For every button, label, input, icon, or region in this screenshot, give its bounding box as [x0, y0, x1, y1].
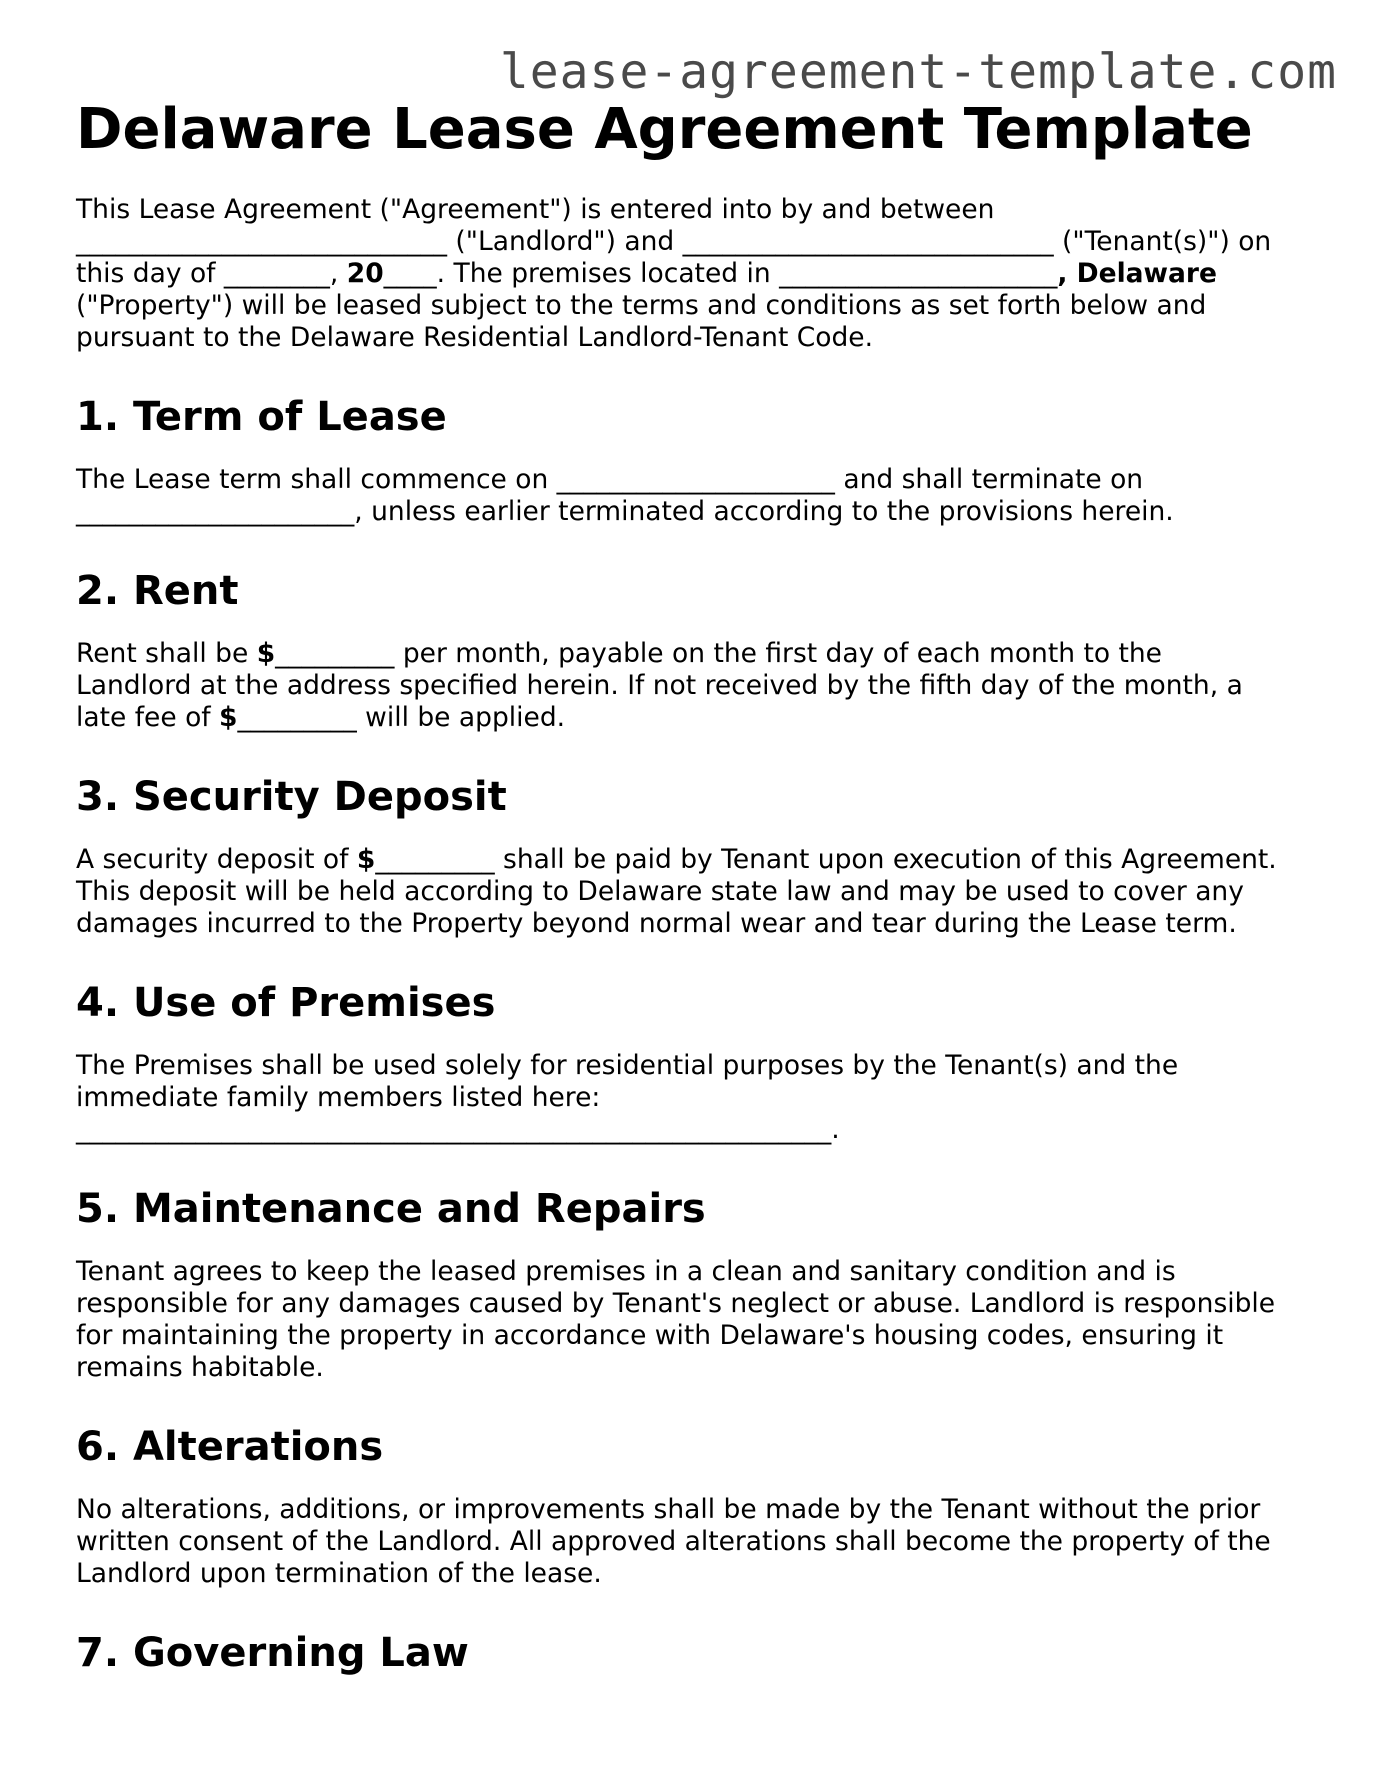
intro-line: pursuant to the Delaware Residential Landlord-Tenant Code.	[76, 322, 874, 353]
section-heading-alterations: 6. Alterations	[76, 1424, 384, 1470]
document-title: Delaware Lease Agreement Template	[76, 97, 1253, 162]
section-body-term	[76, 464, 1306, 528]
section-body-alterations	[76, 1494, 1306, 1590]
body-line: written consent of the Landlord. All approved alterations shall become the property of the	[76, 1526, 1271, 1557]
body-line	[76, 638, 1306, 670]
section-heading-law: 7. Governing Law	[76, 1630, 469, 1676]
body-line: _____________________, unless earlier terminated according to the provisions herein.	[76, 496, 1174, 527]
body-line: This deposit will be held according to Delaware state law and may be used to cover any	[76, 876, 1244, 907]
intro-text: this day of ________,	[76, 258, 347, 289]
intro-line: This Lease Agreement ("Agreement") is entered into by and between	[76, 194, 995, 225]
body-line	[76, 702, 1306, 734]
body-text: _________ per month, payable on the first day of each month to the	[275, 638, 1162, 669]
section-body-use	[76, 1050, 1306, 1146]
section-heading-use: 4. Use of Premises	[76, 980, 496, 1026]
dollar-sign: $	[219, 702, 238, 733]
section-heading-deposit: 3. Security Deposit	[76, 774, 507, 820]
dollar-sign: $	[356, 844, 376, 875]
year-prefix: 20	[346, 258, 384, 289]
body-text: Rent shall be	[76, 638, 257, 669]
body-line	[76, 844, 1306, 876]
state-name: , Delaware	[1057, 258, 1217, 289]
body-line: The Premises shall be used solely for residential purposes by the Tenant(s) and the	[76, 1050, 1179, 1081]
body-text: _________ will be applied.	[237, 702, 566, 733]
intro-line: ("Property") will be leased subject to the terms and conditions as set forth below and	[76, 290, 1207, 321]
site-watermark: lease-agreement-template.com	[499, 44, 1337, 100]
intro-line	[76, 258, 1306, 290]
body-line: Landlord upon termination of the lease.	[76, 1558, 602, 1589]
body-line: remains habitable.	[76, 1352, 324, 1383]
body-line: Tenant agrees to keep the leased premises in a clean and sanitary condition and is	[76, 1256, 1176, 1287]
section-heading-rent: 2. Rent	[76, 568, 239, 614]
body-line: immediate family members listed here:	[76, 1082, 601, 1113]
document-page	[76, 94, 1306, 1700]
section-heading-maintenance: 5. Maintenance and Repairs	[76, 1186, 706, 1232]
body-line: responsible for any damages caused by Tenant's neglect or abuse. Landlord is responsible	[76, 1288, 1276, 1319]
body-text: A security deposit of	[76, 844, 357, 875]
body-line: The Lease term shall commence on _____________________ and shall terminate on	[76, 464, 1144, 495]
section-body-maintenance	[76, 1256, 1306, 1384]
dollar-sign: $	[256, 638, 276, 669]
body-line: damages incurred to the Property beyond normal wear and tear during the Lease term.	[76, 908, 1237, 939]
intro-paragraph	[76, 194, 1306, 354]
section-body-deposit	[76, 844, 1306, 940]
body-line: _________________________________________________________.	[76, 1114, 840, 1145]
body-line: Landlord at the address specified herein. If not received by the fifth day of the month, a	[76, 670, 1243, 701]
body-text: _________ shall be paid by Tenant upon execution of this Agreement.	[375, 844, 1277, 875]
body-line: No alterations, additions, or improvements shall be made by the Tenant without the prior	[76, 1494, 1261, 1525]
intro-text: ____. The premises located in _____________________	[383, 258, 1058, 289]
section-heading-term: 1. Term of Lease	[76, 394, 447, 440]
body-text: late fee of	[76, 702, 220, 733]
body-line: for maintaining the property in accordance with Delaware's housing codes, ensuring it	[76, 1320, 1224, 1351]
section-body-rent	[76, 638, 1306, 734]
intro-line: ____________________________ ("Landlord") and ____________________________ ("Tenant(s)") on	[76, 226, 1272, 257]
